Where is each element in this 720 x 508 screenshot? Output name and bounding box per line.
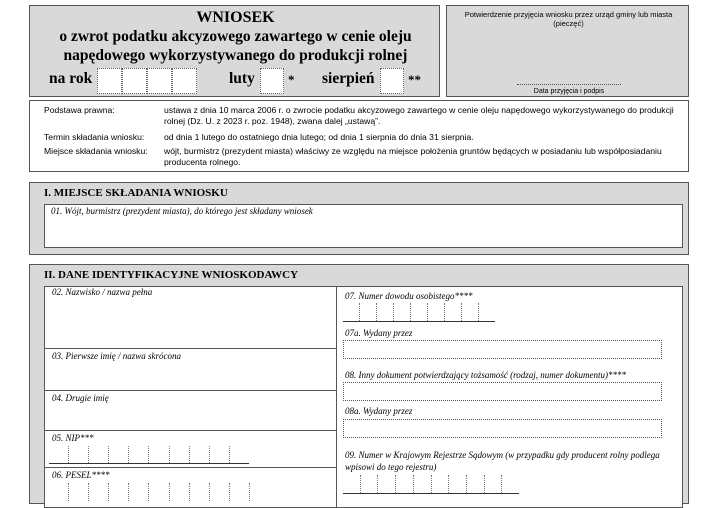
second-name-field[interactable]: [44, 391, 336, 429]
field07a-label: 07a. Wydany przez: [345, 328, 413, 338]
field08a-label: 08a. Wydany przez: [345, 406, 413, 416]
february-label: luty: [229, 70, 255, 87]
field04-label: 04. Drugie imię: [52, 393, 109, 403]
other-document-issuer-input[interactable]: [343, 419, 662, 438]
field07-label: 07. Numer dowodu osobistego****: [345, 291, 473, 301]
divider: [44, 467, 336, 468]
applicant-right-column: [337, 286, 683, 508]
surname-field[interactable]: [44, 286, 336, 348]
year-digit-3[interactable]: [147, 68, 172, 94]
section-applicant-data: [29, 264, 689, 504]
divider: [44, 430, 336, 431]
krs-number-input[interactable]: [343, 475, 519, 494]
field02-label: 02. Nazwisko / nazwa pełna: [52, 287, 153, 297]
signature-line: [517, 84, 621, 85]
office-confirmation-box: [446, 5, 689, 97]
id-card-issuer-input[interactable]: [343, 340, 662, 359]
form-title: WNIOSEK: [196, 9, 275, 26]
field06-label: 06. PESEL****: [52, 470, 110, 480]
field08-label: 08. Inny dokument potwierdzający tożsamość (rodzaj, numer dokumentu)****: [345, 370, 627, 380]
legal-basis-value: ustawa z dnia 10 marca 2006 r. o zwrocie podatku akcyzowego zawartego w cenie oleju napędowego wykorzystywanego do produkcji rolnej (Dz. U. z 2023 r. poz. 1948), zwana dalej „ustawą”.: [164, 105, 674, 126]
other-document-input[interactable]: [343, 382, 662, 401]
confirmation-title: Potwierdzenie przyjęcia wniosku przez urząd gminy lub miasta (pieczęć): [464, 10, 673, 28]
first-name-field[interactable]: [44, 349, 336, 389]
deadline-value: od dnia 1 lutego do ostatniego dnia lutego; od dnia 1 sierpnia do dnia 31 sierpnia.: [164, 132, 474, 142]
year-digit-1[interactable]: [97, 68, 122, 94]
field03-label: 03. Pierwsze imię / nazwa skrócona: [52, 351, 181, 361]
place-label: Miejsce składania wniosku:: [44, 146, 148, 156]
section2-title: II. DANE IDENTYFIKACYJNE WNIOSKODAWCY: [44, 269, 299, 281]
field01-label: 01. Wójt, burmistrz (prezydent miasta), do którego jest składany wniosek: [51, 206, 313, 216]
year-digit-4[interactable]: [172, 68, 197, 94]
year-label: na rok: [49, 70, 93, 87]
form-header: [29, 5, 440, 97]
deadline-label: Termin składania wniosku:: [44, 132, 145, 142]
pesel-input[interactable]: [49, 483, 269, 501]
applicant-left-column: [44, 286, 337, 508]
february-mark: *: [288, 72, 295, 87]
id-card-number-input[interactable]: [343, 303, 495, 322]
authority-field[interactable]: [44, 204, 683, 248]
august-label: sierpień: [322, 70, 375, 87]
form-subtitle-line1: o zwrot podatku akcyzowego zawartego w cenie oleju: [59, 28, 412, 45]
legal-basis-label: Podstawa prawna:: [44, 105, 115, 115]
february-checkbox[interactable]: [260, 68, 284, 94]
field09-label: 09. Numer w Krajowym Rejestrze Sądowym (w przypadku gdy producent rolny podlega wpisowi do tego rejestru): [345, 450, 660, 472]
nip-input[interactable]: [49, 446, 249, 464]
year-digit-2[interactable]: [122, 68, 147, 94]
section1-title: I. MIEJSCE SKŁADANIA WNIOSKU: [44, 187, 228, 199]
date-signature-label: Data przyjęcia i podpis: [533, 88, 605, 95]
legal-info-box: [29, 100, 689, 172]
field05-label: 05. NIP***: [52, 433, 94, 443]
august-checkbox[interactable]: [380, 68, 404, 94]
place-value: wójt, burmistrz (prezydent miasta) właściwy ze względu na miejsce położenia gruntów będących w posiadaniu lub współposiadaniu producenta rolnego.: [164, 146, 662, 167]
form-subtitle-line2: napędowego wykorzystywanego do produkcji rolnej: [63, 47, 408, 64]
section-submission-place: [29, 182, 689, 255]
august-mark: **: [408, 72, 421, 87]
